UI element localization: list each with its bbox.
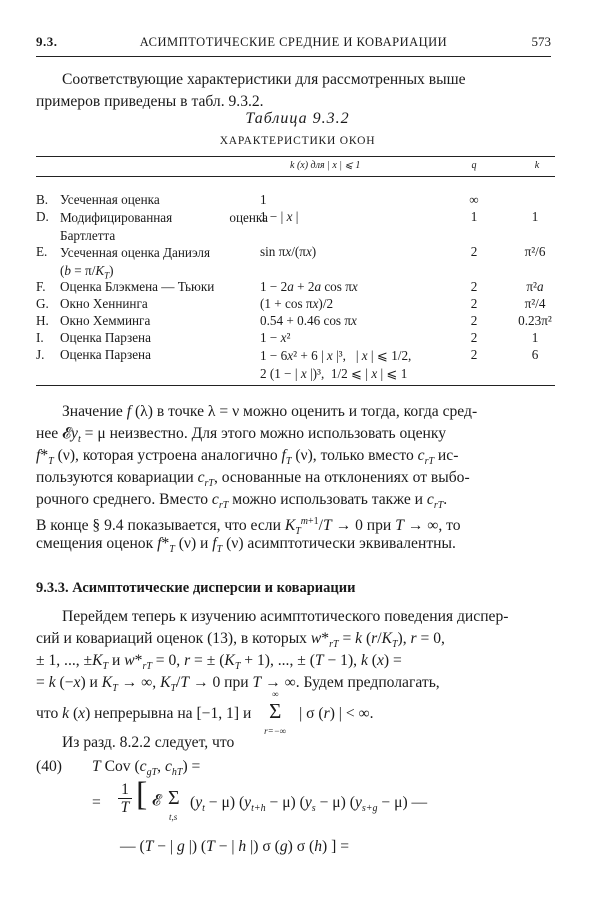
- body-line-1: Значение f (λ) в точке λ = ν можно оценить и тогда, когда сред-: [62, 403, 478, 420]
- table-top-rule: [36, 156, 555, 157]
- body-line-3: $f*_T$ (ν), которая устроена аналогично $f_T$ (ν), только вместо $c_{rT}$ ис-: [36, 447, 459, 468]
- section-line-2: сий и ковариаций оценок (13), в которых $w*_{rT} = k$ $(r/K_T)$, r = 0,: [36, 630, 445, 651]
- row-q: 2: [470, 330, 478, 345]
- table-subcaption: ХАРАКТЕРИСТИКИ ОКОН: [219, 135, 376, 147]
- table-row: [36, 296, 555, 314]
- column-header-kernel: k (x) для | x | ⩽ 1: [290, 160, 361, 171]
- body-line-4: пользуются ковариации $c_{rT}$, основанные на отклонениях от выбо-: [36, 469, 470, 490]
- row-kernel: 0.54 + 0.46 cos πx: [260, 313, 357, 328]
- row-q: 2: [470, 279, 478, 294]
- row-name: Усеченная оценка: [60, 192, 160, 207]
- table-row: [36, 347, 555, 381]
- row-letter: D.: [36, 209, 49, 224]
- intro-line-2: примеров приведены в табл. 9.3.2.: [36, 93, 264, 110]
- table-header-rule: [36, 176, 555, 177]
- row-letter: G.: [36, 296, 49, 311]
- section-line-6: Из разд. 8.2.2 следует, что: [62, 734, 235, 751]
- row-q: 2: [470, 296, 478, 311]
- row-kernel: 1 − x²: [260, 330, 291, 345]
- row-name: Окно Хемминга: [60, 313, 151, 328]
- row-kernel: sin πx/(πx): [260, 244, 317, 259]
- row-name: Усеченная оценка Даниэля $(b = \pi/K_T)$: [60, 245, 211, 281]
- column-header-k: k: [534, 160, 540, 171]
- table-row: [36, 279, 555, 297]
- equation-number: (40): [36, 758, 62, 775]
- intro-line-1: Соответствующие характеристики для рассмотренных выше: [62, 71, 466, 88]
- row-name: Оценка Парзена: [60, 330, 151, 345]
- row-kernel: 1 − 6x² + 6 | x |³, | x | ⩽ 1/2, 2 (1 − | x |)³, 1/2 ⩽ | x | ⩽ 1: [260, 348, 412, 381]
- row-letter: H.: [36, 313, 49, 328]
- equation-line-1: T Cov ($c_{gT}$, $c_{hT}$) =: [92, 758, 201, 779]
- equation-line-3: — (T − | g |) (T − | h |) σ (g) σ (h) ] =: [120, 838, 349, 855]
- body-line-5: рочного среднего. Вместо $c_{rT}$ можно использовать также и $c_{rT}$.: [36, 491, 448, 512]
- row-name: Оценка Блэкмена — Тьюки: [60, 279, 215, 294]
- row-k: 1: [531, 209, 539, 224]
- row-letter: J.: [36, 347, 45, 362]
- row-name: Модифицированная оценка Бартлетта: [60, 210, 268, 243]
- row-q: 2: [470, 347, 478, 362]
- row-name: Окно Хеннинга: [60, 296, 148, 311]
- header-rule: [36, 56, 551, 57]
- row-letter: I.: [36, 330, 44, 345]
- body-line-2: нее 𝓔y$_t$ = μ неизвестно. Для этого можно использовать оценку: [36, 425, 447, 446]
- row-k: 6: [531, 347, 539, 362]
- header-page-number: 573: [531, 34, 551, 49]
- row-q: ∞: [469, 192, 479, 207]
- section-line-4: = k (−x) и $K_T$ → ∞, $K_T/T \to 0$ при T → ∞. Будем предполагать,: [36, 674, 440, 695]
- section-line-3: ± 1, ..., $\pm K_T$ и $w*_{rT} = 0$, r = ± $(K_T + 1)$, ..., ± (T − 1), k (x) =: [36, 652, 402, 673]
- row-k: π²/4: [524, 296, 546, 311]
- row-letter: E.: [36, 244, 48, 259]
- row-kernel: 1 − 2a + 2a cos πx: [260, 279, 358, 294]
- row-k: π²a: [526, 279, 544, 294]
- section-line-5: что k (x) непрерывна на [−1, 1] и ∞ Σ r=−∞ | σ (r) | < ∞.: [36, 689, 374, 736]
- row-kernel: 1 − | x |: [260, 209, 299, 224]
- equation-line-2: = 1 T [ 𝓔 Σ t,s $(y_t - \mu) (y_{t+h} - \mu) (y_s - \mu) (y_{s+g} - \mu)$ —: [92, 776, 428, 822]
- table-row: [36, 192, 555, 210]
- running-header: [36, 34, 551, 54]
- table-bottom-rule: [36, 385, 555, 386]
- table-row: [36, 313, 555, 331]
- table-row: [36, 330, 555, 348]
- header-running-title: АСИМПТОТИЧЕСКИЕ СРЕДНИЕ И КОВАРИАЦИИ: [139, 35, 448, 49]
- section-line-1: Перейдем теперь к изучению асимптотического поведения диспер-: [62, 608, 509, 625]
- table-row: [36, 209, 555, 243]
- row-kernel: 1: [260, 192, 267, 207]
- row-letter: F.: [36, 279, 46, 294]
- row-q: 2: [470, 313, 478, 328]
- row-q: 1: [470, 209, 478, 224]
- body-line-7: смещения оценок $f*_T$ (ν) и $f_T$ (ν) асимптотически эквивалентны.: [36, 535, 456, 556]
- column-header-q: q: [471, 160, 477, 171]
- row-letter: B.: [36, 192, 49, 207]
- header-section-number: 9.3.: [36, 34, 58, 49]
- row-q: 2: [470, 244, 478, 259]
- body-line-6: В конце § 9.4 показывается, что если $K_T^{m+1}/T \to 0$ при T → ∞, то: [36, 516, 461, 538]
- table-caption: Таблица 9.3.2: [245, 110, 350, 127]
- row-k: 1: [531, 330, 539, 345]
- table-row: [36, 244, 555, 281]
- row-k: π²/6: [524, 244, 546, 259]
- row-name: Оценка Парзена: [60, 347, 151, 362]
- row-k: 0.23π²: [518, 313, 552, 328]
- row-kernel: (1 + cos πx)/2: [260, 296, 334, 311]
- section-heading: 9.3.3. Асимптотические дисперсии и ковариации: [36, 580, 356, 596]
